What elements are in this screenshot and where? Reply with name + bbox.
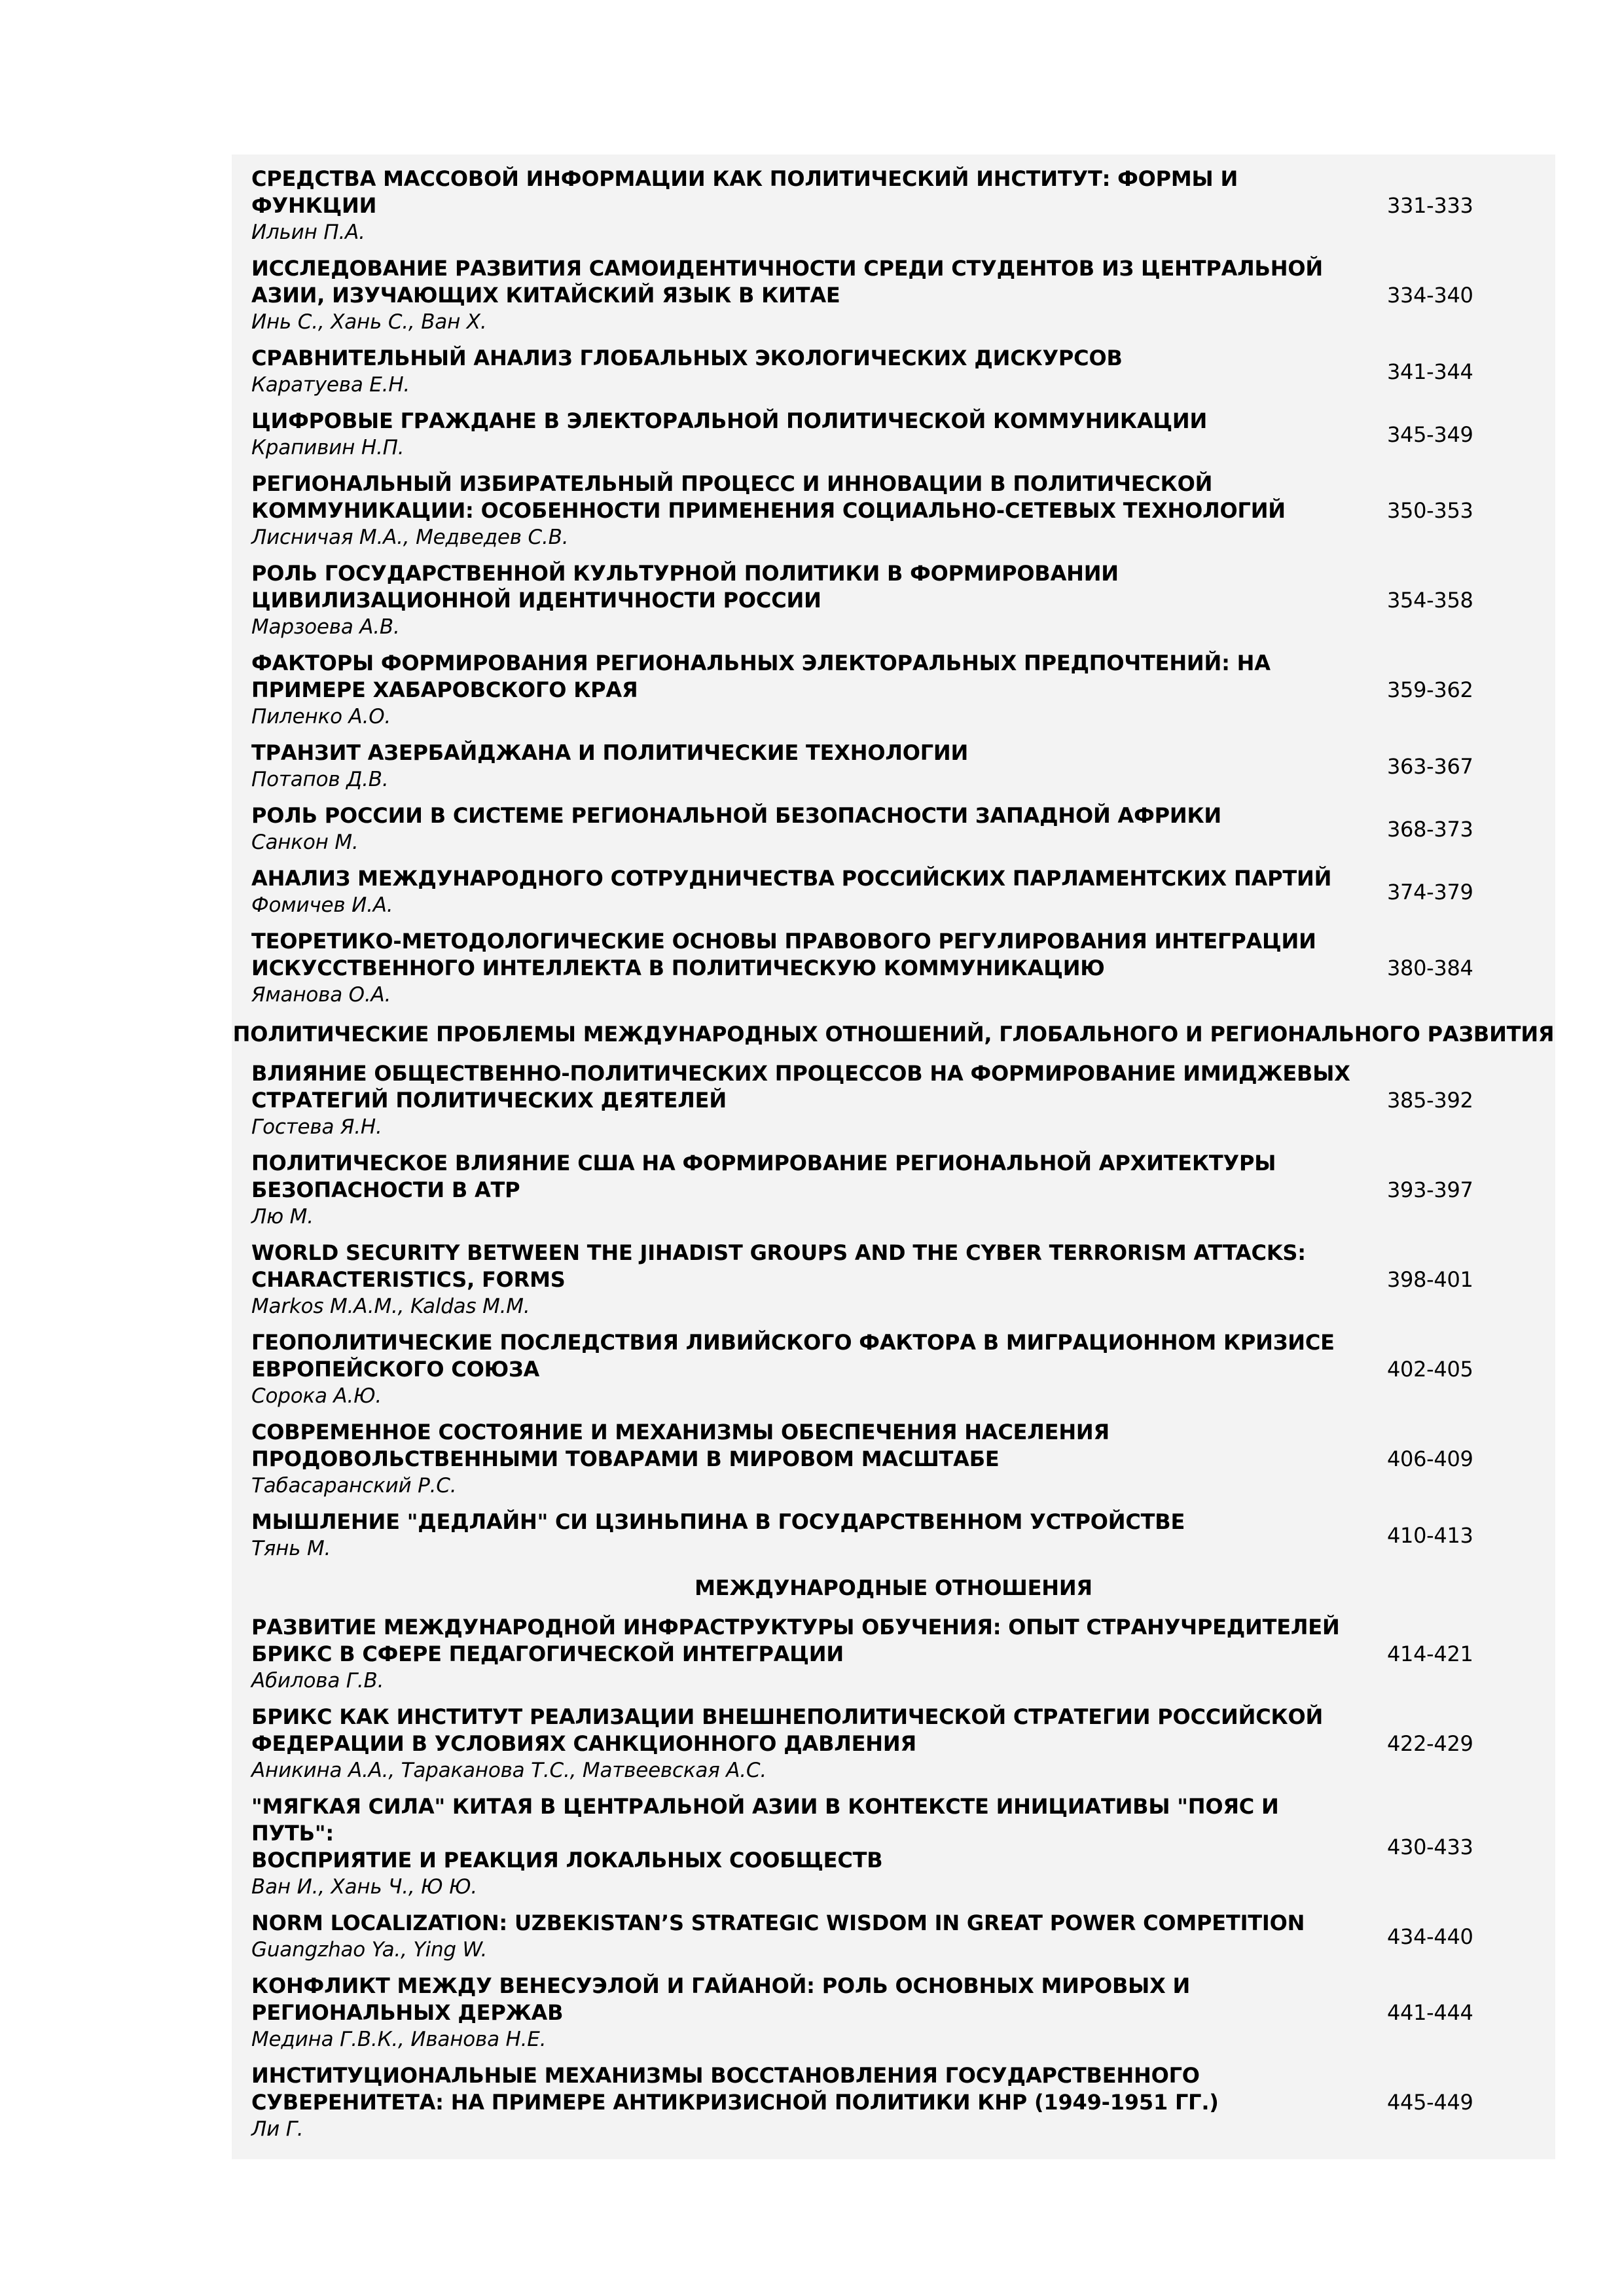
- article-title: ПОЛИТИЧЕСКОЕ ВЛИЯНИЕ США НА ФОРМИРОВАНИЕ РЕГИОНАЛЬНОЙ АРХИТЕКТУРЫ: [251, 1151, 1276, 1175]
- page-range: 414-421: [1387, 1641, 1473, 1666]
- toc-entry: [232, 1699, 1555, 1789]
- page-range: 363-367: [1387, 753, 1473, 779]
- article-authors: Ван И., Хань Ч., Ю Ю.: [251, 1875, 478, 1899]
- article-title: КОММУНИКАЦИИ: ОСОБЕННОСТИ ПРИМЕНЕНИЯ СОЦИАЛЬНО-СЕТЕВЫХ ТЕХНОЛОГИЙ: [251, 498, 1286, 523]
- page-range: 334-340: [1387, 283, 1473, 308]
- entry-text: [251, 471, 1364, 551]
- article-authors: Лисничая М.А., Медведев С.В.: [251, 526, 569, 549]
- entry-text: [251, 1614, 1364, 1695]
- article-authors: Аникина А.А., Тараканова Т.С., Матвеевская А.С.: [251, 1759, 767, 1782]
- entry-text: [251, 1509, 1364, 1562]
- entry-text: [251, 802, 1364, 856]
- article-authors: Потапов Д.В.: [251, 768, 389, 791]
- article-authors: Медина Г.В.К., Иванова Н.Е.: [251, 2028, 547, 2051]
- article-title: ВОСПРИЯТИЕ И РЕАКЦИЯ ЛОКАЛЬНЫХ СООБЩЕСТВ: [251, 1848, 883, 1873]
- article-authors: Крапивин Н.П.: [251, 436, 405, 459]
- toc-entry: [232, 251, 1555, 340]
- entry-text: [251, 345, 1364, 399]
- article-authors: Табасаранский Р.С.: [251, 1474, 457, 1498]
- article-authors: Гостева Я.Н.: [251, 1115, 382, 1139]
- entry-text: [251, 928, 1364, 1009]
- toc-entry: [232, 924, 1555, 1013]
- toc-entry: [232, 1504, 1555, 1567]
- page-range: 410-413: [1387, 1522, 1473, 1548]
- toc-entry: [232, 340, 1555, 403]
- page-range: 385-392: [1387, 1088, 1473, 1113]
- article-authors: Пиленко А.О.: [251, 705, 391, 728]
- toc-entry: [232, 1325, 1555, 1414]
- article-title: ИССЛЕДОВАНИЕ РАЗВИТИЯ САМОИДЕНТИЧНОСТИ СРЕДИ СТУДЕНТОВ ИЗ ЦЕНТРАЛЬНОЙ: [251, 256, 1323, 281]
- article-authors: Фомичев И.А.: [251, 893, 393, 917]
- article-title: ИСКУССТВЕННОГО ИНТЕЛЛЕКТА В ПОЛИТИЧЕСКУЮ КОММУНИКАЦИЮ: [251, 956, 1105, 980]
- entry-text: [251, 1419, 1364, 1499]
- table-of-contents: [232, 154, 1555, 2159]
- toc-entry: [232, 1609, 1555, 1699]
- page-range: 393-397: [1387, 1177, 1473, 1202]
- toc-entry: [232, 1789, 1555, 1905]
- entry-text: [251, 255, 1364, 336]
- article-authors: Абилова Г.В.: [251, 1669, 384, 1693]
- page-range: 374-379: [1387, 879, 1473, 905]
- article-title: БРИКС КАК ИНСТИТУТ РЕАЛИЗАЦИИ ВНЕШНЕПОЛИТИЧЕСКОЙ СТРАТЕГИИ РОССИЙСКОЙ: [251, 1704, 1324, 1729]
- toc-entry: [232, 556, 1555, 645]
- toc-entry: [232, 1235, 1555, 1325]
- entry-text: [251, 2062, 1364, 2143]
- article-title: ЦИВИЛИЗАЦИОННОЙ ИДЕНТИЧНОСТИ РОССИИ: [251, 588, 821, 613]
- toc-entry: [232, 1905, 1555, 1968]
- section-heading: ПОЛИТИЧЕСКИЕ ПРОБЛЕМЫ МЕЖДУНАРОДНЫХ ОТНОШЕНИЙ, ГЛОБАЛЬНОГО И РЕГИОНАЛЬНОГО РАЗВИТИЯ: [232, 1022, 1555, 1047]
- article-title: CHARACTERISTICS, FORMS: [251, 1267, 566, 1292]
- entry-text: [251, 650, 1364, 730]
- article-authors: Яманова О.А.: [251, 983, 391, 1007]
- article-title: СТРАТЕГИЙ ПОЛИТИЧЕСКИХ ДЕЯТЕЛЕЙ: [251, 1088, 727, 1113]
- toc-entry: [232, 645, 1555, 735]
- toc-entry: [232, 1414, 1555, 1504]
- page-range: 398-401: [1387, 1267, 1473, 1292]
- article-authors: Тянь М.: [251, 1537, 331, 1560]
- toc-entry: [232, 466, 1555, 556]
- page-range: 350-353: [1387, 498, 1473, 523]
- article-title: СУВЕРЕНИТЕТА: НА ПРИМЕРЕ АНТИКРИЗИСНОЙ ПОЛИТИКИ КНР (1949-1951 ГГ.): [251, 2090, 1219, 2115]
- article-title: ФЕДЕРАЦИИ В УСЛОВИЯХ САНКЦИОННОГО ДАВЛЕНИЯ: [251, 1731, 916, 1756]
- article-title: СРАВНИТЕЛЬНЫЙ АНАЛИЗ ГЛОБАЛЬНЫХ ЭКОЛОГИЧЕСКИХ ДИСКУРСОВ: [251, 346, 1123, 370]
- entry-text: [251, 1793, 1364, 1901]
- page-range: 434-440: [1387, 1924, 1473, 1949]
- section-heading: МЕЖДУНАРОДНЫЕ ОТНОШЕНИЯ: [695, 1575, 1092, 1600]
- article-title: АНАЛИЗ МЕЖДУНАРОДНОГО СОТРУДНИЧЕСТВА РОССИЙСКИХ ПАРЛАМЕНТСКИХ ПАРТИЙ: [251, 866, 1332, 891]
- entry-text: [251, 1704, 1364, 1784]
- entry-text: [251, 1973, 1364, 2053]
- article-title: ТРАНЗИТ АЗЕРБАЙДЖАНА И ПОЛИТИЧЕСКИЕ ТЕХНОЛОГИИ: [251, 740, 969, 765]
- article-title: ЕВРОПЕЙСКОГО СОЮЗА: [251, 1357, 540, 1382]
- article-title: РОЛЬ ГОСУДАРСТВЕННОЙ КУЛЬТУРНОЙ ПОЛИТИКИ В ФОРМИРОВАНИИ: [251, 561, 1119, 586]
- article-title: ФАКТОРЫ ФОРМИРОВАНИЯ РЕГИОНАЛЬНЫХ ЭЛЕКТОРАЛЬНЫХ ПРЕДПОЧТЕНИЙ: НА: [251, 651, 1271, 675]
- article-authors: Инь С., Хань С., Ван Х.: [251, 310, 487, 334]
- toc-entry: [232, 1145, 1555, 1235]
- article-title: ЦИФРОВЫЕ ГРАЖДАНЕ В ЭЛЕКТОРАЛЬНОЙ ПОЛИТИЧЕСКОЙ КОММУНИКАЦИИ: [251, 408, 1208, 433]
- article-title: ПРИМЕРЕ ХАБАРОВСКОГО КРАЯ: [251, 677, 638, 702]
- entry-text: [251, 1329, 1364, 1410]
- article-title: РОЛЬ РОССИИ В СИСТЕМЕ РЕГИОНАЛЬНОЙ БЕЗОПАСНОСТИ ЗАПАДНОЙ АФРИКИ: [251, 803, 1221, 828]
- entry-text: [251, 1150, 1364, 1230]
- page-range: 406-409: [1387, 1446, 1473, 1471]
- entry-text: [251, 166, 1364, 246]
- entry-text: [251, 1060, 1364, 1141]
- article-authors: Санкон М.: [251, 831, 359, 854]
- toc-entry: [232, 798, 1555, 861]
- article-authors: Марзоева А.В.: [251, 615, 400, 639]
- article-title: РЕГИОНАЛЬНЫЙ ИЗБИРАТЕЛЬНЫЙ ПРОЦЕСС И ИННОВАЦИИ В ПОЛИТИЧЕСКОЙ: [251, 471, 1213, 496]
- article-authors: Лю М.: [251, 1205, 314, 1229]
- entry-text: [251, 865, 1364, 919]
- page-range: 441-444: [1387, 2000, 1473, 2025]
- article-title: РЕГИОНАЛЬНЫХ ДЕРЖАВ: [251, 2000, 564, 2025]
- toc-entry: [232, 861, 1555, 924]
- article-authors: Markos M.A.M., Kaldas M.M.: [251, 1295, 530, 1318]
- article-title: АЗИИ, ИЗУЧАЮЩИХ КИТАЙСКИЙ ЯЗЫК В КИТАЕ: [251, 283, 840, 308]
- entry-text: [251, 1910, 1364, 1964]
- page-range: 341-344: [1387, 359, 1473, 384]
- page-range: 331-333: [1387, 193, 1473, 218]
- article-authors: Ильин П.А.: [251, 221, 365, 244]
- toc-entry: [232, 1968, 1555, 2058]
- toc-entry: [232, 735, 1555, 798]
- article-authors: Сорока А.Ю.: [251, 1384, 382, 1408]
- page-range: 354-358: [1387, 588, 1473, 613]
- toc-entry: [232, 2058, 1555, 2147]
- page-range: 359-362: [1387, 677, 1473, 702]
- page-range: 368-373: [1387, 816, 1473, 842]
- page-range: 345-349: [1387, 422, 1473, 447]
- article-authors: Ли Г.: [251, 2117, 304, 2141]
- article-authors: Каратуева Е.Н.: [251, 373, 410, 397]
- page-range: 445-449: [1387, 2090, 1473, 2115]
- article-title: БЕЗОПАСНОСТИ В АТР: [251, 1177, 520, 1202]
- entry-text: [251, 740, 1364, 793]
- page-range: 402-405: [1387, 1357, 1473, 1382]
- article-title: БРИКС В СФЕРЕ ПЕДАГОГИЧЕСКОЙ ИНТЕГРАЦИИ: [251, 1641, 844, 1666]
- article-title: "МЯГКАЯ СИЛА" КИТАЯ В ЦЕНТРАЛЬНОЙ АЗИИ В КОНТЕКСТЕ ИНИЦИАТИВЫ "ПОЯС И ПУТЬ":: [251, 1794, 1279, 1846]
- article-title: СОВРЕМЕННОЕ СОСТОЯНИЕ И МЕХАНИЗМЫ ОБЕСПЕЧЕНИЯ НАСЕЛЕНИЯ: [251, 1420, 1110, 1444]
- page-range: 430-433: [1387, 1834, 1473, 1859]
- article-title: ТЕОРЕТИКО-МЕТОДОЛОГИЧЕСКИЕ ОСНОВЫ ПРАВОВОГО РЕГУЛИРОВАНИЯ ИНТЕГРАЦИИ: [251, 929, 1316, 954]
- article-title: СРЕДСТВА МАССОВОЙ ИНФОРМАЦИИ КАК ПОЛИТИЧЕСКИЙ ИНСТИТУТ: ФОРМЫ И ФУНКЦИИ: [251, 166, 1238, 218]
- article-title: ПРОДОВОЛЬСТВЕННЫМИ ТОВАРАМИ В МИРОВОМ МАСШТАБЕ: [251, 1446, 1000, 1471]
- article-title: КОНФЛИКТ МЕЖДУ ВЕНЕСУЭЛОЙ И ГАЙАНОЙ: РОЛЬ ОСНОВНЫХ МИРОВЫХ И: [251, 1973, 1191, 1998]
- article-title: NORM LOCALIZATION: UZBEKISTAN’S STRATEGIC WISDOM IN GREAT POWER COMPETITION: [251, 1910, 1305, 1935]
- toc-entry: [232, 1056, 1555, 1145]
- entry-text: [251, 560, 1364, 641]
- article-title: РАЗВИТИЕ МЕЖДУНАРОДНОЙ ИНФРАСТРУКТУРЫ ОБУЧЕНИЯ: ОПЫТ СТРАНУЧРЕДИТЕЛЕЙ: [251, 1615, 1340, 1640]
- article-title: ИНСТИТУЦИОНАЛЬНЫЕ МЕХАНИЗМЫ ВОССТАНОВЛЕНИЯ ГОСУДАРСТВЕННОГО: [251, 2063, 1200, 2088]
- entry-text: [251, 408, 1364, 461]
- article-title: ГЕОПОЛИТИЧЕСКИЕ ПОСЛЕДСТВИЯ ЛИВИЙСКОГО ФАКТОРА В МИГРАЦИОННОМ КРИЗИСЕ: [251, 1330, 1335, 1355]
- page-range: 422-429: [1387, 1731, 1473, 1756]
- article-title: МЫШЛЕНИЕ "ДЕДЛАЙН" СИ ЦЗИНЬПИНА В ГОСУДАРСТВЕННОМ УСТРОЙСТВЕ: [251, 1509, 1185, 1534]
- article-authors: Guangzhao Ya., Ying W.: [251, 1938, 488, 1962]
- article-title: WORLD SECURITY BETWEEN THE JIHADIST GROUPS AND THE CYBER TERRORISM ATTACKS:: [251, 1240, 1306, 1265]
- toc-entry: [232, 403, 1555, 466]
- entry-text: [251, 1240, 1364, 1320]
- article-title: ВЛИЯНИЕ ОБЩЕСТВЕННО-ПОЛИТИЧЕСКИХ ПРОЦЕССОВ НА ФОРМИРОВАНИЕ ИМИДЖЕВЫХ: [251, 1061, 1350, 1086]
- page-range: 380-384: [1387, 956, 1473, 980]
- toc-entry: [232, 161, 1555, 251]
